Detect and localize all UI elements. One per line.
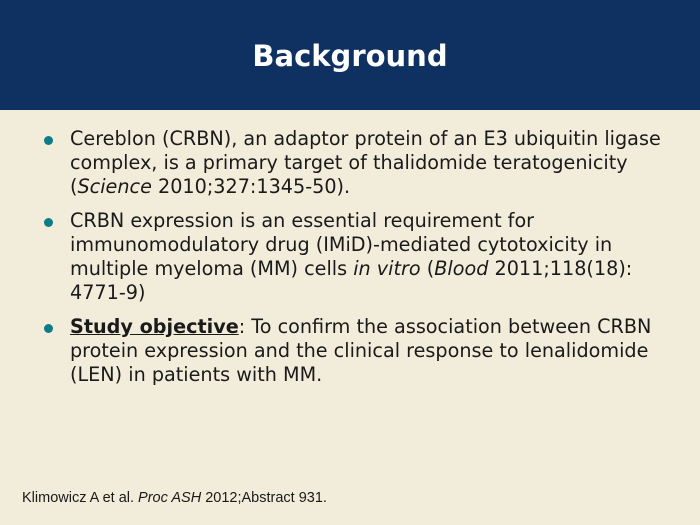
bullet-text: CRBN expression is an essential requirement for immunomodulatory drug (IMiD)-mediated cytotoxicity in multiple myeloma (MM) cells [70, 209, 613, 280]
bullet-item-study-objective [40, 315, 670, 387]
bullet-dot-icon [44, 136, 53, 145]
bullet-dot-icon [44, 324, 53, 333]
bullet-item-crbn-requirement [40, 209, 670, 305]
reference-footer [22, 490, 327, 506]
reference-author: Klimowicz A et al. [22, 490, 139, 506]
journal-name: Science [77, 175, 152, 198]
title-bar [0, 0, 700, 110]
bullet-dot-icon [44, 218, 53, 227]
reference-detail: 2012;Abstract 931. [201, 490, 327, 506]
italic-term: in vitro [353, 257, 421, 280]
citation-text: 2010;327:1345-50). [151, 175, 351, 198]
bullet-text: Cereblon (CRBN), an adaptor protein of an E3 ubiquitin ligase complex, is a primary target of thalidomide teratogenicity ( [70, 127, 661, 198]
citation-text: 2011;118(18): 4771-9) [70, 257, 633, 304]
bullet-text: : To confirm the association between CRBN protein expression and the clinical response to lenalidomide (LEN) in patients with MM. [70, 315, 652, 386]
reference-journal: Proc ASH [138, 490, 202, 506]
journal-name: Blood [434, 257, 489, 280]
bullet-item-crbn-target [40, 127, 670, 199]
bullet-list [40, 127, 670, 397]
bullet-text: ( [420, 257, 435, 280]
study-objective-label: Study objective [70, 315, 239, 338]
slide-title: Background [252, 39, 448, 73]
